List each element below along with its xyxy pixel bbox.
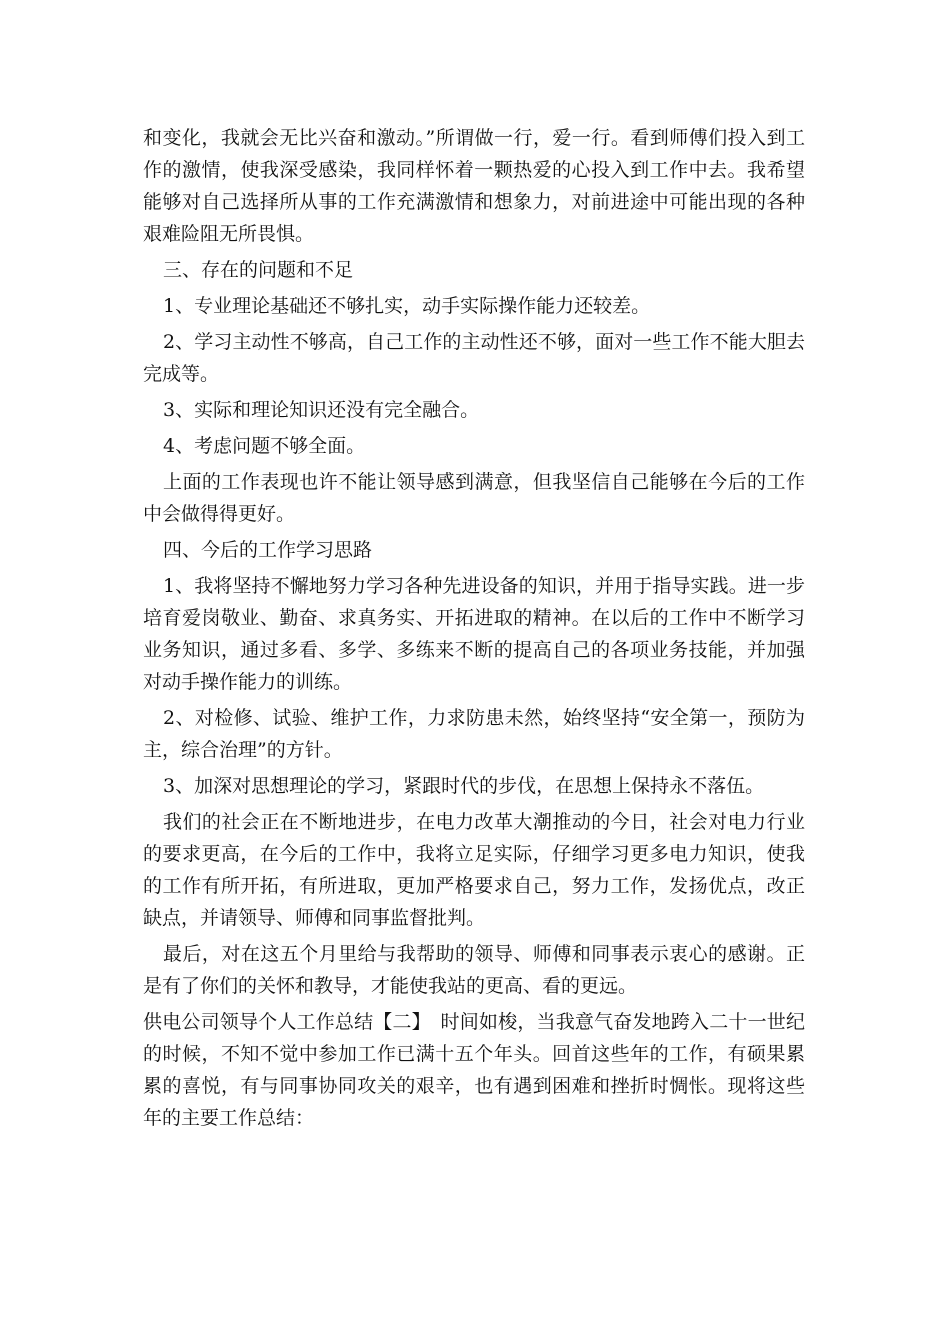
section-heading-future-plans: 四、今后的工作学习思路 — [163, 539, 373, 561]
plan-item-2: 2、对检修、试验、维护工作，力求防患未然，始终坚持“安全第一，预防为主，综合治理”的方针。 — [143, 707, 805, 761]
problem-item-3: 3、实际和理论知识还没有完全融合。 — [163, 399, 480, 421]
plan-item-1: 1、我将坚持不懈地努力学习各种先进设备的知识，并用于指导实践。进一步培育爱岗敬业、勤奋、求真务实、开拓进取的精神。在以后的工作中不断学习业务知识，通过多看、多学、多练来不断的提高自己的各项业务技能，并加强对动手操作能力的训练。 — [143, 575, 805, 693]
paragraph-intro-continuation: 和变化，我就会无比兴奋和激动。”所谓做一行，爱一行。看到师傅们投入到工作的激情，使我深受感染，我同样怀着一颗热爱的心投入到工作中去。我希望能够对自己选择所从事的工作充满激情和想象力，对前进途中可能出现的各种艰难险阻无所畏惧。 — [143, 127, 805, 245]
document-page — [143, 122, 805, 1138]
paragraph-thanks: 最后，对在这五个月里给与我帮助的领导、师傅和同事表示衷心的感谢。正是有了你们的关怀和教导，才能使我站的更高、看的更远。 — [143, 943, 805, 997]
paragraph-self-assessment: 上面的工作表现也许不能让领导感到满意，但我坚信自己能够在今后的工作中会做得得更好。 — [143, 471, 805, 525]
problem-item-2: 2、学习主动性不够高，自己工作的主动性还不够，面对一些工作不能大胆去完成等。 — [143, 331, 805, 385]
plan-item-3: 3、加深对思想理论的学习，紧跟时代的步伐，在思想上保持永不落伍。 — [163, 775, 765, 797]
problem-item-4: 4、考虑问题不够全面。 — [163, 435, 366, 457]
problem-item-1: 1、专业理论基础还不够扎实，动手实际操作能力还较差。 — [163, 295, 651, 317]
paragraph-outlook: 我们的社会正在不断地进步，在电力改革大潮推动的今日，社会对电力行业的要求更高，在今后的工作中，我将立足实际，仔细学习更多电力知识，使我的工作有所开拓，有所进取，更加严格要求自己，努力工作，发扬优点，改正缺点，并请领导、师傅和同事监督批判。 — [143, 811, 805, 929]
section-heading-problems: 三、存在的问题和不足 — [163, 259, 354, 281]
paragraph-summary-two: 供电公司领导个人工作总结【二】 时间如梭，当我意气奋发地跨入二十一世纪的时候，不知不觉中参加工作已满十五个年头。回首这些年的工作，有硕果累累的喜悦，有与同事协同攻关的艰辛，也有遇到困难和挫折时惆怅。现将这些年的主要工作总结： — [143, 1011, 805, 1129]
